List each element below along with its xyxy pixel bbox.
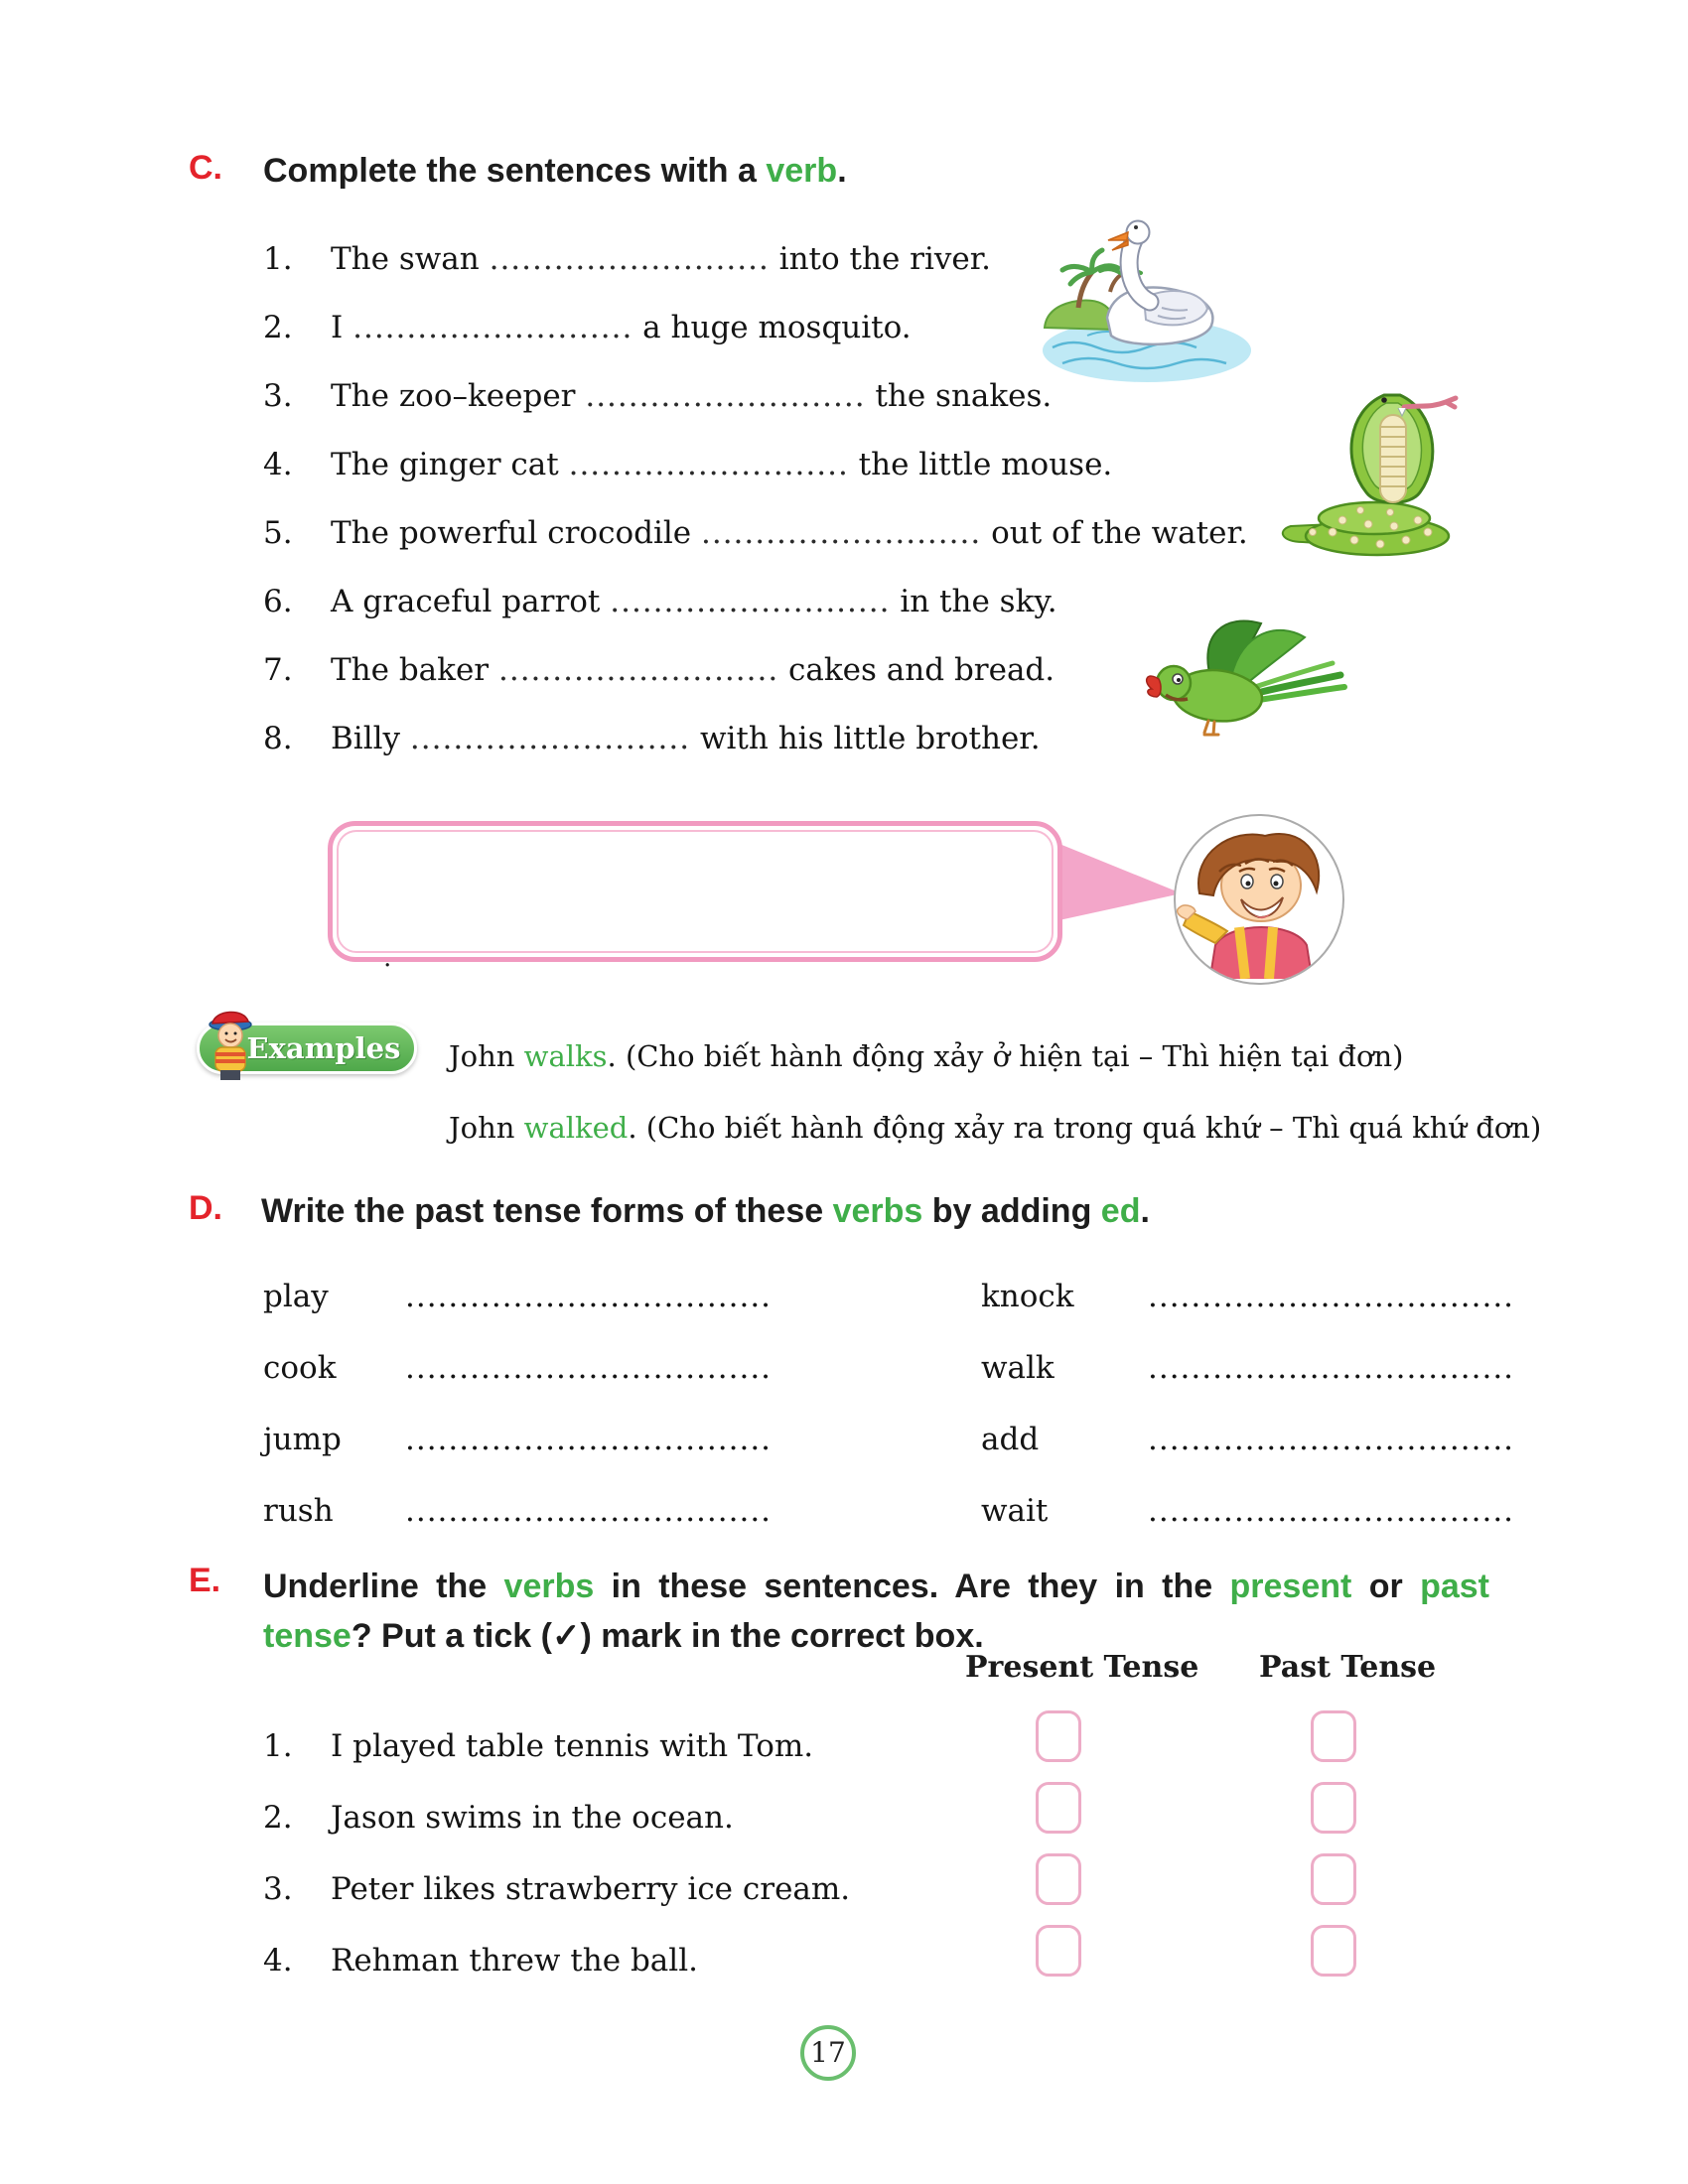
sentence-text: out of the water. xyxy=(981,515,1248,551)
answer-blank[interactable]: .......................... xyxy=(585,378,866,414)
section-c-title-period: . xyxy=(837,152,847,190)
example-verb: walks xyxy=(523,1039,608,1073)
example-sentence-2 xyxy=(449,1108,1541,1148)
sentence-text: The baker xyxy=(331,652,498,688)
sentence-text: The swan xyxy=(331,241,490,277)
verb-label: walk xyxy=(981,1350,1055,1386)
page-number-badge xyxy=(800,2025,856,2081)
present-tense-checkbox-4[interactable] xyxy=(1036,1925,1081,1977)
item-number: 5. xyxy=(263,515,293,551)
section-d-title-text: by adding xyxy=(922,1192,1101,1230)
section-d-title-text: Write the past tense forms of these xyxy=(261,1192,833,1230)
answer-blank[interactable]: .......................... xyxy=(497,652,779,688)
verb-label: cook xyxy=(263,1350,337,1386)
section-d-title-keyword: verbs xyxy=(832,1192,923,1230)
example-text: . (Cho biết hành động xảy ra trong quá khứ – Thì quá khứ đơn) xyxy=(628,1111,1542,1145)
answer-blank[interactable]: .......................... xyxy=(568,447,849,482)
sentence-text: I xyxy=(331,310,353,345)
present-tense-column-header: Present Tense xyxy=(965,1650,1199,1685)
exercise-c-item xyxy=(263,718,1041,759)
item-number: 3. xyxy=(263,1871,293,1907)
exercise-c-item xyxy=(263,512,1248,554)
verb-label: knock xyxy=(981,1279,1074,1314)
past-tense-checkbox-3[interactable] xyxy=(1311,1853,1356,1905)
sentence-text: cakes and bread. xyxy=(778,652,1055,688)
sentence-text: The powerful crocodile xyxy=(331,515,701,551)
section-e-title-keyword: verbs xyxy=(503,1568,595,1605)
past-tense-checkbox-2[interactable] xyxy=(1311,1782,1356,1834)
exercise-e-item xyxy=(263,1725,813,1767)
verb-label: rush xyxy=(263,1493,334,1529)
section-d-title-period: . xyxy=(1140,1192,1150,1230)
section-e-title-text: in these sentences. Are they in the xyxy=(594,1568,1230,1605)
section-e-letter: E. xyxy=(189,1562,221,1599)
sentence-text: Peter likes strawberry ice cream. xyxy=(331,1871,851,1907)
sentence-text: the snakes. xyxy=(865,378,1053,414)
boy-with-cap-icon xyxy=(199,1005,264,1088)
section-e-title-keyword: tense xyxy=(263,1617,352,1655)
sentence-text: Jason swims in the ocean. xyxy=(331,1800,734,1836)
example-verb: walked xyxy=(523,1111,629,1145)
present-tense-checkbox-3[interactable] xyxy=(1036,1853,1081,1905)
past-tense-column-header: Past Tense xyxy=(1259,1650,1437,1685)
boy-pointing-illustration xyxy=(1174,814,1344,985)
sentence-text: The zoo–keeper xyxy=(331,378,586,414)
item-number: 4. xyxy=(263,447,293,482)
answer-blank[interactable]: .................................. xyxy=(1148,1493,1515,1529)
exercise-c-item xyxy=(263,649,1055,691)
exercise-c-item xyxy=(263,581,1057,622)
answer-blank[interactable]: .......................... xyxy=(352,310,633,345)
item-number: 7. xyxy=(263,652,293,688)
sentence-text: I played table tennis with Tom. xyxy=(331,1728,814,1764)
exercise-c-item xyxy=(263,238,991,280)
item-number: 2. xyxy=(263,310,293,345)
item-number: 2. xyxy=(263,1800,293,1836)
answer-blank[interactable]: .................................. xyxy=(405,1422,773,1457)
example-text: John xyxy=(449,1111,524,1145)
section-e-title-keyword: past xyxy=(1420,1568,1489,1605)
sentence-text: Billy xyxy=(331,721,410,756)
swan-illustration xyxy=(1033,197,1261,394)
item-number: 6. xyxy=(263,584,293,619)
item-number: 8. xyxy=(263,721,293,756)
sentence-text: with his little brother. xyxy=(690,721,1041,756)
section-e-title-line2 xyxy=(263,1611,984,1661)
example-sentence-1 xyxy=(449,1036,1403,1076)
bubble-tail xyxy=(1055,834,1189,933)
sentence-text: Rehman threw the ball. xyxy=(331,1943,698,1979)
section-c-letter: C. xyxy=(189,149,222,187)
verb-label: jump xyxy=(263,1422,342,1457)
answer-blank[interactable]: .................................. xyxy=(405,1350,773,1386)
answer-blank[interactable]: .......................... xyxy=(409,721,691,756)
section-e-title-keyword: present xyxy=(1229,1568,1352,1605)
answer-blank[interactable]: .......................... xyxy=(610,584,891,619)
examples-badge-label: Examples xyxy=(246,1031,401,1065)
cobra-illustration xyxy=(1273,375,1486,568)
answer-blank[interactable]: .................................. xyxy=(1148,1422,1515,1457)
sentence-text: The ginger cat xyxy=(331,447,569,482)
sentence-text: into the river. xyxy=(769,241,992,277)
section-e-title-text: Underline the xyxy=(263,1568,504,1605)
exercise-c-item xyxy=(263,444,1112,485)
page-number: 17 xyxy=(810,2036,846,2069)
sentence-text: in the sky. xyxy=(890,584,1057,619)
section-d-letter: D. xyxy=(189,1189,222,1227)
item-number: 4. xyxy=(263,1943,293,1979)
section-d-title xyxy=(261,1189,1150,1233)
exercise-c-item xyxy=(263,307,912,348)
present-tense-checkbox-1[interactable] xyxy=(1036,1710,1081,1762)
verb-label: add xyxy=(981,1422,1040,1457)
answer-blank[interactable]: .................................. xyxy=(1148,1350,1515,1386)
section-c-title-keyword: verb xyxy=(766,152,838,190)
answer-blank[interactable]: .................................. xyxy=(1148,1279,1515,1314)
bubble-inner-border xyxy=(337,830,1054,953)
section-c-title xyxy=(263,149,847,193)
item-number: 1. xyxy=(263,1728,293,1764)
exercise-e-item xyxy=(263,1940,698,1981)
example-text: . (Cho biết hành động xảy ở hiện tại – Thì hiện tại đơn) xyxy=(607,1039,1404,1073)
past-tense-checkbox-1[interactable] xyxy=(1311,1710,1356,1762)
example-text: John xyxy=(449,1039,524,1073)
section-e-title-text: or xyxy=(1351,1568,1421,1605)
parrot-illustration xyxy=(1114,604,1352,766)
section-e-title-text: ? Put a tick (✓) mark in the correct box. xyxy=(351,1617,984,1655)
section-d-title-keyword: ed xyxy=(1100,1192,1141,1230)
section-e-title-line1 xyxy=(263,1562,1489,1611)
exercise-e-item xyxy=(263,1797,734,1839)
verb-label: wait xyxy=(981,1493,1049,1529)
item-number: 1. xyxy=(263,241,293,277)
answer-blank[interactable]: .................................. xyxy=(405,1279,773,1314)
section-c-title-text: Complete the sentences with a xyxy=(263,152,767,190)
exercise-e-item xyxy=(263,1868,850,1910)
answer-blank[interactable]: .................................. xyxy=(405,1493,773,1529)
sentence-text: A graceful parrot xyxy=(331,584,611,619)
answer-blank[interactable]: .......................... xyxy=(701,515,982,551)
answer-blank[interactable]: .......................... xyxy=(489,241,770,277)
sentence-text: the little mouse. xyxy=(848,447,1113,482)
verb-label: play xyxy=(263,1279,329,1314)
tense-note-bubble xyxy=(328,821,1062,962)
exercise-c-item xyxy=(263,375,1052,417)
past-tense-checkbox-4[interactable] xyxy=(1311,1925,1356,1977)
sentence-text: a huge mosquito. xyxy=(633,310,912,345)
present-tense-checkbox-2[interactable] xyxy=(1036,1782,1081,1834)
item-number: 3. xyxy=(263,378,293,414)
